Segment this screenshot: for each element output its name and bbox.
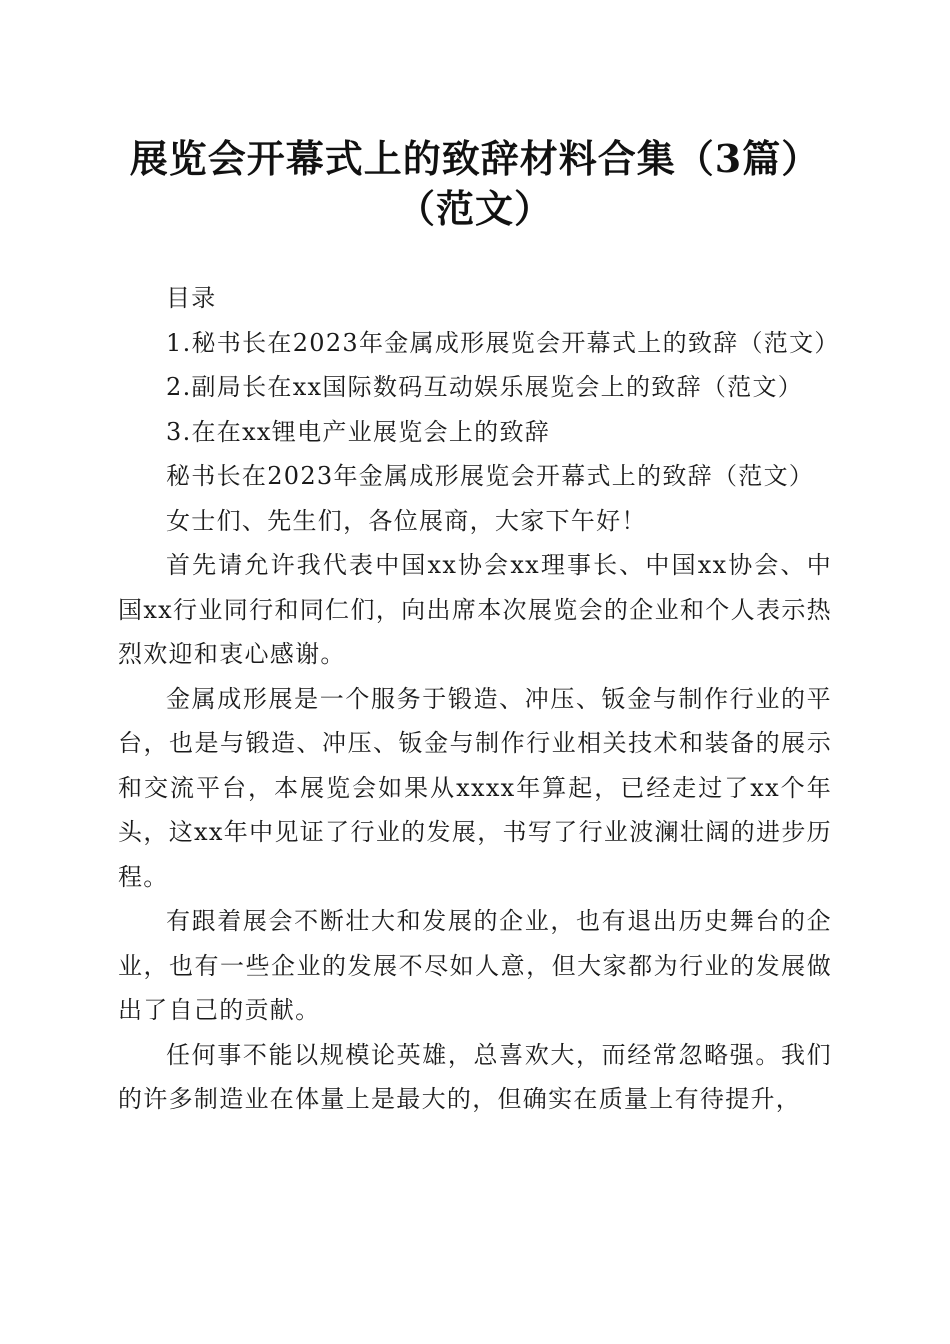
speech-paragraph-5: 任何事不能以规模论英雄，总喜欢大，而经常忽略强。我们的许多制造业在体量上是最大的，但确实在质量上有待提升， <box>118 1040 832 1113</box>
toc-item-2: 2.副局长在xx国际数码互动娱乐展览会上的致辞（范文） <box>166 373 804 401</box>
document-title: 展览会开幕式上的致辞材料合集（3篇）（范文） <box>129 136 821 231</box>
speech-paragraph-3: 金属成形展是一个服务于锻造、冲压、钣金与制作行业的平台，也是与锻造、冲压、钣金与制作行业相关技术和装备的展示和交流平台，本展览会如果从xxxx年算起，已经走过了xx个年头，这xx年中见证了行业的发展，书写了行业波澜壮阔的进步历程。 <box>118 684 832 891</box>
toc-item-1: 1.秘书长在2023年金属成形展览会开幕式上的致辞（范文） <box>166 328 840 357</box>
speech-paragraph-2: 首先请允许我代表中国xx协会xx理事长、中国xx协会、中国xx行业同行和同仁们，向出席本次展览会的企业和个人表示热烈欢迎和衷心感谢。 <box>118 551 832 668</box>
toc-heading: 目录 <box>166 284 217 312</box>
document-body <box>118 276 840 1122</box>
speech-paragraph-4: 有跟着展会不断壮大和发展的企业，也有退出历史舞台的企业，也有一些企业的发展不尽如人意，但大家都为行业的发展做出了自己的贡献。 <box>118 907 832 1024</box>
speech-title: 秘书长在2023年金属成形展览会开幕式上的致辞（范文） <box>166 462 815 490</box>
speech-paragraph-1: 女士们、先生们，各位展商，大家下午好！ <box>166 506 647 535</box>
toc-item-3: 3.在在xx锂电产业展览会上的致辞 <box>166 417 551 446</box>
